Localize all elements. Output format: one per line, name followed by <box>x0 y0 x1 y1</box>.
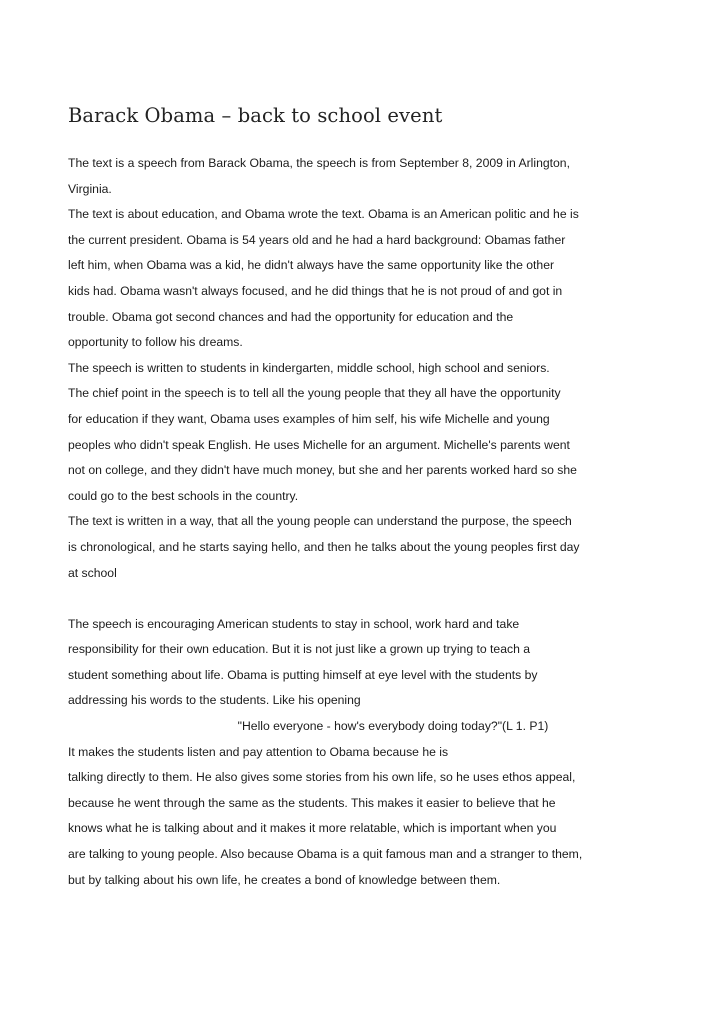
text-line: not on college, and they didn't have much money, but she and her parents worked hard so she <box>68 463 577 478</box>
text-line: at school <box>68 565 117 580</box>
text-line: the current president. Obama is 54 years old and he had a hard background: Obamas father <box>68 232 566 247</box>
text-line: trouble. Obama got second chances and had the opportunity for education and the <box>68 309 514 324</box>
text-line: Virginia. <box>68 181 112 196</box>
text-line: It makes the students listen and pay attention to Obama because he is <box>68 744 449 759</box>
paragraph-gap <box>68 586 678 612</box>
quoted-line: "Hello everyone - how's everybody doing today?"(L 1. P1) <box>237 719 549 734</box>
text-line: The text is a speech from Barack Obama, the speech is from September 8, 2009 in Arlington, <box>68 156 570 170</box>
text-line: The speech is encouraging American students to stay in school, work hard and take <box>68 616 520 631</box>
text-line: because he went through the same as the students. This makes it easier to believe that he <box>68 795 556 810</box>
text-line: for education if they want, Obama uses examples of him self, his wife Michelle and young <box>68 411 550 426</box>
text-line: is chronological, and he starts saying hello, and then he talks about the young peoples first day <box>68 539 580 554</box>
text-line: left him, when Obama was a kid, he didn't always have the same opportunity like the other <box>68 258 555 273</box>
text-line: The text is written in a way, that all the young people can understand the purpose, the speech <box>68 514 572 529</box>
text-line: talking directly to them. He also gives some stories from his own life, so he uses ethos appeal, <box>68 770 576 785</box>
text-line: knows what he is talking about and it makes it more relatable, which is important when you <box>68 821 557 836</box>
text-line: kids had. Obama wasn't always focused, and he did things that he is not proud of and got in <box>68 283 563 298</box>
text-line: but by talking about his own life, he creates a bond of knowledge between them. <box>68 872 501 887</box>
document-title: Barack Obama – back to school event <box>68 104 443 127</box>
text-line: responsibility for their own education. But it is not just like a grown up trying to teach a <box>68 642 531 657</box>
text-line: are talking to young people. Also because Obama is a quit famous man and a stranger to them, <box>68 847 583 862</box>
text-line: opportunity to follow his dreams. <box>68 335 243 350</box>
text-line: The speech is written to students in kindergarten, middle school, high school and seniors. <box>68 360 550 375</box>
text-line: addressing his words to the students. Like his opening <box>68 693 361 708</box>
text-line: peoples who didn't speak English. He uses Michelle for an argument. Michelle's parents went <box>68 437 570 452</box>
document-body <box>68 151 678 893</box>
text-line: student something about life. Obama is putting himself at eye level with the students by <box>68 667 538 682</box>
text-line: The text is about education, and Obama wrote the text. Obama is an American politic and he is <box>68 207 579 222</box>
text-line: The chief point in the speech is to tell all the young people that they all have the opportunity <box>68 386 561 401</box>
text-line: could go to the best schools in the country. <box>68 488 299 503</box>
